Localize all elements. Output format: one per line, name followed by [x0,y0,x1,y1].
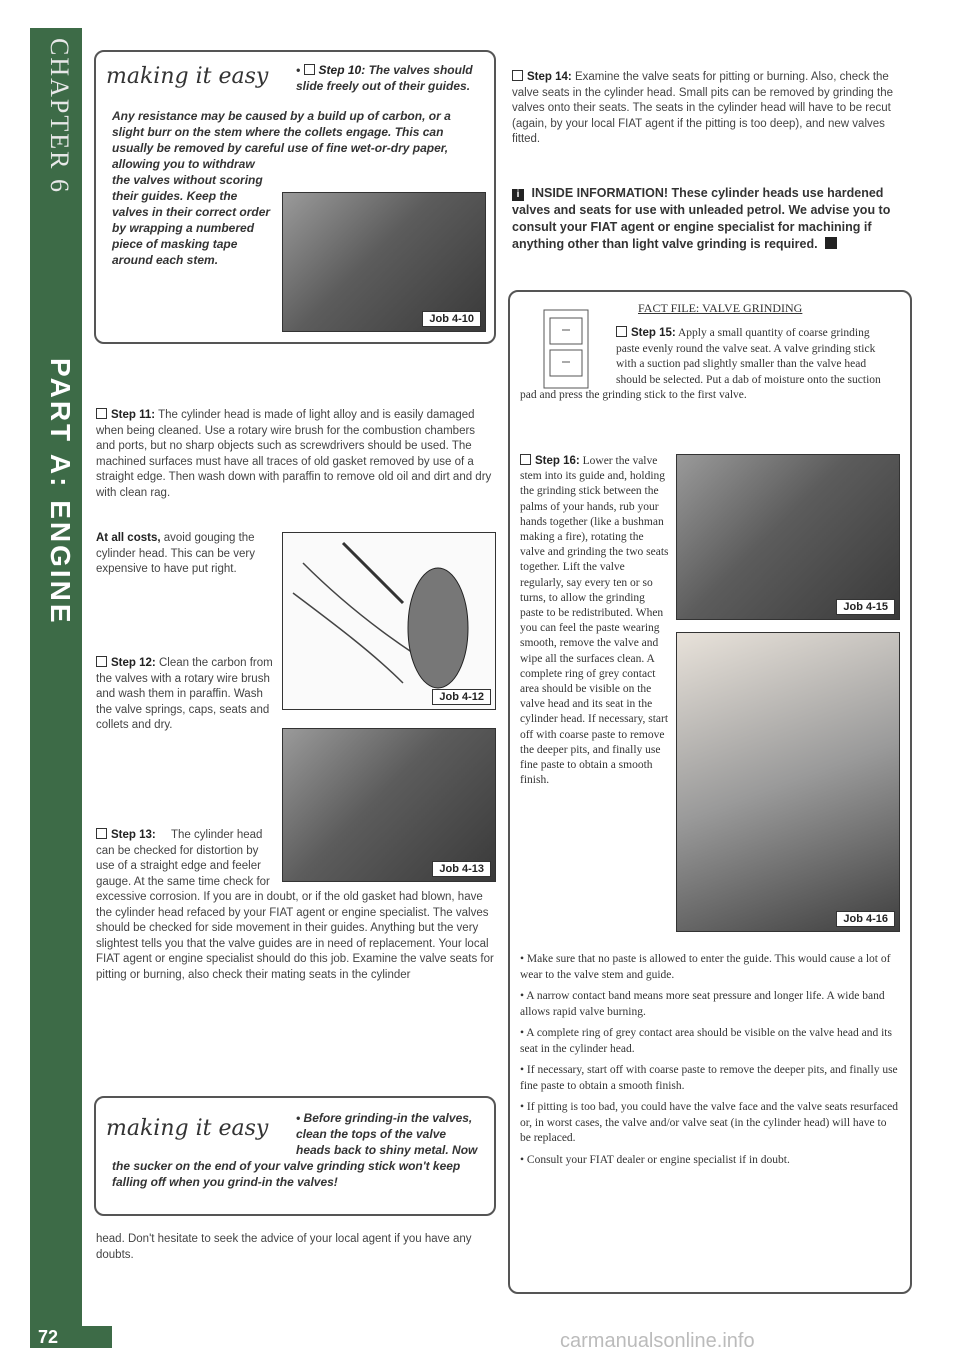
page-number: 72 [38,1327,59,1347]
step12-label: Step 12: [111,657,156,669]
checkbox-icon [96,408,107,419]
bullet-item: • Consult your FIAT dealer or engine specialist if in doubt. [520,1153,790,1166]
grinding-stick-photo [676,454,900,620]
step11-emphasis: At all costs, [96,532,161,544]
step13-label: Step 13: [111,829,156,841]
step-16 [520,454,670,788]
step11-text: The cylinder head is made of light alloy and is easily damaged when being cleaned. Use a rotary wire brush for the combustion chambers and ports, but no sharp objects such as screwdrivers should be used. The machined surfaces must have all traces of old gasket removed by use of a straight edge. Then wash down with paraffin to remove old oil and dirt and dry with clean rag. [96,409,492,499]
step15-text: Apply a small quantity of coarse grinding paste evenly round the valve seat. A valve grinding stick with a suction pad slightly smaller than the valve head should be selected. Put a dab of moisture onto the suction pad and press the grinding stick to the first valve. [520,327,881,401]
bullet-item: • A narrow contact band means more seat pressure and longer life. A wide band allows rapid valve burning. [520,990,885,1018]
photo-tag: Job 4-10 [422,311,481,327]
info-icon: i [512,189,524,201]
wire-brush-drawing [282,532,496,710]
checkbox-icon [96,656,107,667]
checkbox-icon [520,454,531,465]
tip1-step-label: Step 10: [318,63,366,77]
checkbox-icon [616,326,627,337]
photo-tag: Job 4-12 [432,689,491,705]
checkbox-icon [512,70,523,81]
tip1-step-text: The valves should slide freely out of their guides. Any resistance may be caused by a build up of carbon, or a slight burr on the stem where the collets engage. This can usually be removed by careful use of fine wet-or-dry paper, allowing you to withdraw the valves without scoring their guides. Keep the valves in their correct order by wrapping a numbered piece of masking tape around each stem. [112,63,473,267]
step13-text: The cylinder head can be checked for distortion by use of a straight edge and feeler gauge. At the same time check for excessive corrosion. If you are in doubt, or if the old gasket had blown, have the cylinder head refaced by your FIAT agent or engine specialist. The valves should be checked for side movement in their guides. Anything but the very slightest tells you that the valve guides are in need of replacement. Your local FIAT agent or engine specialist should do this job. Examine the valve seats for pitting or burning, also check their mating seats in the cylinder [96,829,494,981]
step11-label: Step 11: [111,409,156,421]
step16-label: Step 16: [535,455,580,467]
step-12 [96,656,276,734]
making-it-easy-logo: making it easy [106,1116,269,1141]
inside-info-text: These cylinder heads use hardened valves and seats for use with unleaded petrol. We advise you to consult your FIAT agent or engine specialist for machining if anything other than light valve grinding is required. [512,186,891,251]
step-15 [520,326,896,404]
info-end-icon [825,237,837,249]
inside-information [512,185,912,253]
step11-text-2: avoid gouging the cylinder head. This can be very expensive to have put right. [96,532,255,575]
step-11 [96,408,496,501]
tip2-text: • Before grinding-in the valves, clean the tops of the valve heads back to shiny metal. Now the sucker on the end of your valve grinding stick won't keep falling off when you grind-in the valves! [112,1111,478,1189]
step-13 [96,828,496,983]
fact-file-box [508,290,912,1294]
step12-text: Clean the carbon from the valves with a rotary wire brush and wash them in paraffin. Wash the valve springs, caps, seats and collets and dry. [96,657,273,731]
step-11-cont [96,531,276,578]
tip2-text-body: Before grinding-in the valves, clean the tops of the valve heads back to shiny metal. Now the sucker on the end of your valve grinding stick won't keep falling off when you grind-in the valves! [112,1111,478,1189]
bullet-item: • A complete ring of grey contact area should be visible on the valve head and its seat in the cylinder head. [520,1027,892,1055]
step16-text: Lower the valve stem into its guide and, holding the grinding stick between the palms of your hands, rub your hands together (like a bushman making a fire), rotating the valve and grinding the two seats together. Lift the valve regularly, say every ten or so turns, to allow the grinding paste to be redistributed. When you can feel the paste wearing smooth, remove the valve and wipe all the surfaces clean. A complete ring of grey contact area should be visible on the valve head and its seat in the cylinder head. If necessary, start off with coarse paste to remove the deeper pits, and finally use fine paste to obtain a smooth finish. [520,455,669,787]
making-it-easy-logo: making it easy [106,64,269,89]
photo-tag: Job 4-13 [432,861,491,877]
tip1-text: • Step 10: The valves should slide freely out of their guides. Any resistance may be caused by a build up of carbon, or a slight burr on the stem where the collets engage. This can usually be removed by careful use of fine wet-or-dry paper, allowing you to withdraw the valves without scoring their guides. Keep the valves in their correct order by wrapping a numbered piece of masking tape around each stem. [112,63,473,267]
fact-file-bullets [520,952,898,1174]
bullet-item: • Make sure that no paste is allowed to enter the guide. This would cause a lot of wear to the valve stem and guide. [520,953,891,981]
page-number-tab [30,1326,112,1348]
step14-label: Step 14: [527,71,572,83]
photo-tag: Job 4-15 [836,599,895,615]
part-label: PART A: ENGINE [45,358,76,626]
bullet-item: • If pitting is too bad, you could have the valve face and the valve seats resurfaced or, in worst cases, the valve and/or valve seat (in the cylinder head) will have to be replaced. [520,1101,898,1144]
valve-grinding-photo [676,632,900,932]
bullet-item: • If necessary, start off with coarse paste to remove the deeper pits, and finally use fine paste to obtain a smooth finish. [520,1064,898,1092]
chapter-label: CHAPTER 6 [45,38,74,194]
valve-photo [282,192,486,332]
step-13-continued: head. Don't hesitate to seek the advice of your local agent if you have any doubts. [96,1233,472,1261]
checkbox-icon [304,64,315,75]
step14-text: Examine the valve seats for pitting or burning. Also, check the valve seats in the cylinder head. Small pits can be removed by grinding the valves onto their seats. The seats in the cylinder head will have to be recut (again, by your local FIAT agent if the pitting is too deep), and new valves fitted. [512,71,893,145]
fact-file-title: FACT FILE: VALVE GRINDING [638,301,803,315]
photo-tag: Job 4-16 [836,911,895,927]
step-14 [512,70,912,148]
wire-brush-icon [283,533,495,709]
step15-label: Step 15: [631,327,676,339]
watermark: carmanualsonline.info [560,1330,755,1352]
making-it-easy-box-1 [94,50,496,344]
inside-info-heading: INSIDE INFORMATION! [531,186,669,200]
making-it-easy-box-2 [94,1096,496,1216]
chapter-sidebar [30,28,82,1326]
